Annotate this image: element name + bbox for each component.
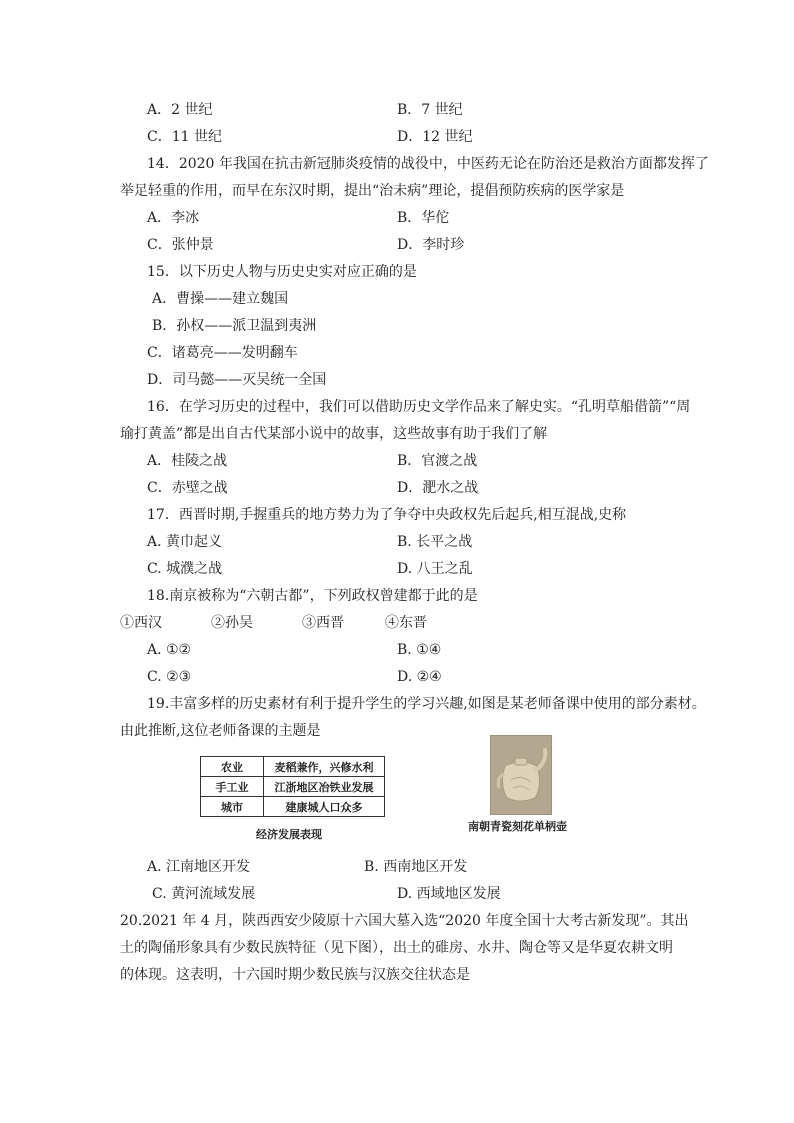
q17-option-a: A. 黄巾起义 <box>147 534 223 550</box>
q18-item-2: ②孙吴 <box>211 615 253 631</box>
q17-option-b: B. 长平之战 <box>397 534 473 550</box>
q14-option-a: A．李冰 <box>147 210 200 226</box>
teapot-image <box>491 736 551 814</box>
q14-stem-line2: 举足轻重的作用，而早在东汉时期，提出“治未病”理论，提倡预防疾病的医学家是 <box>120 183 625 199</box>
q20-stem-line3: 的体现。这表明，十六国时期少数民族与汉族交往状态是 <box>120 967 470 983</box>
economy-table <box>200 756 385 817</box>
q18-option-d: D. ②④ <box>397 669 442 685</box>
q16-option-b: B．官渡之战 <box>397 453 478 469</box>
q19-stem-line1: 19.丰富多样的历史素材有利于提升学生的学习兴趣,如图是某老师备课中使用的部分素材。 <box>147 696 706 712</box>
q13-option-a: A．2 世纪 <box>147 102 213 118</box>
table-row <box>201 757 385 777</box>
q18-stem: 18.南京被称为“六朝古都”，下列政权曾建都于此的是 <box>147 588 478 604</box>
q18-item-4: ④东晋 <box>385 615 427 631</box>
q15-option-a: A．曹操——建立魏国 <box>152 291 289 307</box>
q18-option-a: A. ①② <box>147 642 192 658</box>
q13-option-c: C．11 世纪 <box>147 129 222 145</box>
q18-item-1: ①西汉 <box>120 615 162 631</box>
table-cell: 麦稻兼作，兴修水利 <box>264 757 385 777</box>
q17-option-c: C. 城濮之战 <box>147 561 223 577</box>
celadon-teapot-photo <box>490 735 552 815</box>
q14-option-c: C．张仲景 <box>147 237 214 253</box>
q19-option-c: C. 黄河流域发展 <box>152 886 256 902</box>
q16-option-d: D．淝水之战 <box>397 480 479 496</box>
q15-option-b: B．孙权——派卫温到夷洲 <box>152 318 317 334</box>
q14-stem-line1: 14．2020 年我国在抗击新冠肺炎疫情的战役中，中医药无论在防治还是救治方面都发挥了 <box>147 156 709 172</box>
table-row <box>201 777 385 797</box>
q16-option-a: A．桂陵之战 <box>147 453 228 469</box>
q18-item-3: ③西晋 <box>302 615 344 631</box>
q17-stem: 17．西晋时期,手握重兵的地方势力为了争夺中央政权先后起兵,相互混战,史称 <box>147 507 627 523</box>
q19-stem-line2: 由此推断,这位老师备课的主题是 <box>120 723 321 739</box>
q15-option-c: C．诸葛亮——发明翻车 <box>147 345 298 361</box>
q20-stem-line1: 20.2021 年 4 月，陕西西安少陵原十六国大墓入选“2020 年度全国十大考古新发现”。其出 <box>120 913 689 929</box>
table-row <box>201 797 385 817</box>
table-cell: 建康城人口众多 <box>264 797 385 817</box>
q15-stem: 15．以下历史人物与历史史实对应正确的是 <box>147 264 417 280</box>
table-cell: 江浙地区冶铁业发展 <box>264 777 385 797</box>
table-cell: 农业 <box>201 757 264 777</box>
q14-option-b: B．华佗 <box>397 210 450 226</box>
q16-stem-line1: 16．在学习历史的过程中，我们可以借助历史文学作品来了解史实。“孔明草船借箭”“周 <box>147 399 691 415</box>
table-caption: 经济发展表现 <box>256 828 322 841</box>
q19-option-d: D. 西域地区发展 <box>397 886 501 902</box>
q19-option-b: B. 西南地区开发 <box>364 859 468 875</box>
table-cell: 城市 <box>201 797 264 817</box>
q13-option-b: B．7 世纪 <box>397 102 463 118</box>
table-cell: 手工业 <box>201 777 264 797</box>
q16-stem-line2: 瑜打黄盖”都是出自古代某部小说中的故事，这些故事有助于我们了解 <box>120 426 548 442</box>
photo-caption: 南朝青瓷刻花单柄壶 <box>468 820 567 833</box>
q14-option-d: D．李时珍 <box>397 237 465 253</box>
q18-option-c: C. ②③ <box>147 669 192 685</box>
q13-option-d: D．12 世纪 <box>397 129 473 145</box>
q18-option-b: B. ①④ <box>397 642 442 658</box>
q17-option-d: D. 八王之乱 <box>397 561 473 577</box>
q19-option-a: A. 江南地区开发 <box>147 859 251 875</box>
q16-option-c: C．赤壁之战 <box>147 480 228 496</box>
q15-option-d: D．司马懿——灭吴统一全国 <box>147 372 327 388</box>
q20-stem-line2: 土的陶俑形象具有少数民族特征（见下图），出土的碓房、水井、陶仓等又是华夏农耕文明 <box>120 940 673 956</box>
